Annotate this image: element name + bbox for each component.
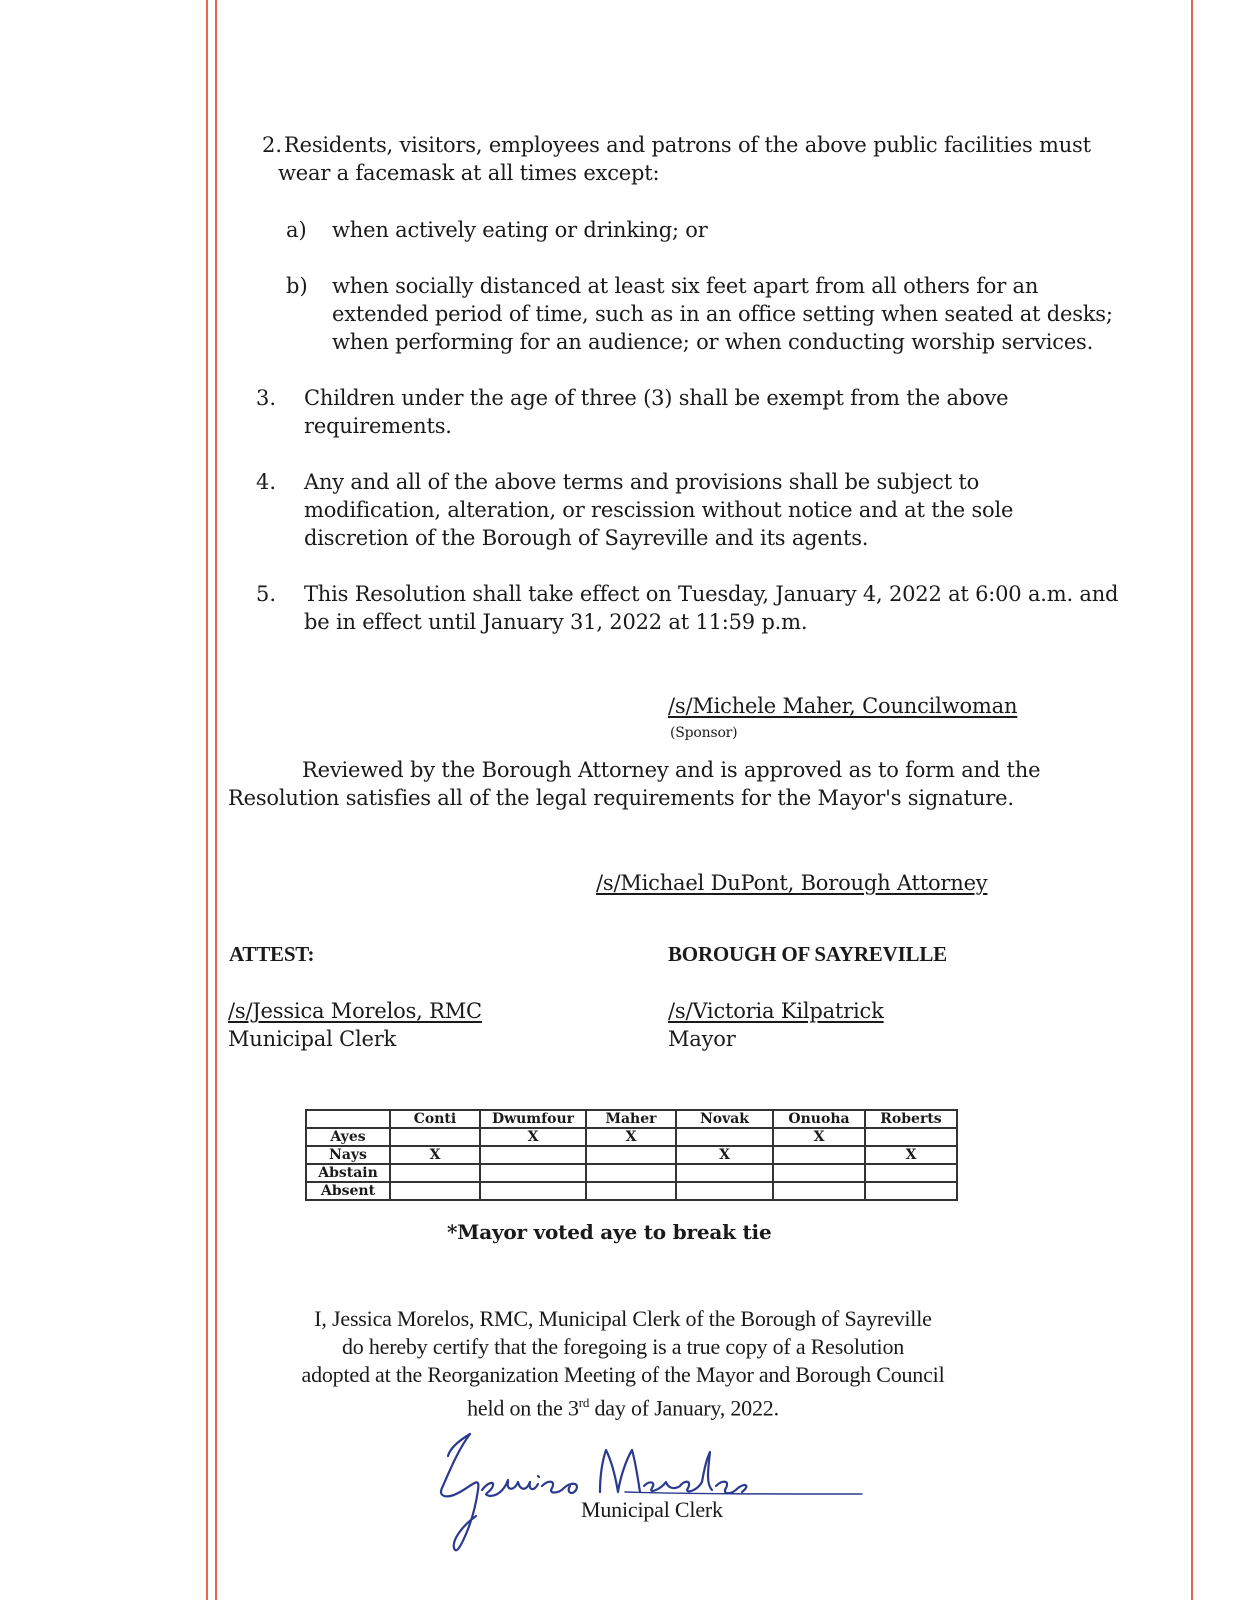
vote-cell: X	[676, 1146, 773, 1164]
sponsor-role: (Sponsor)	[670, 725, 738, 741]
item-b-line-3: when performing for an audience; or when conducting worship services.	[332, 330, 1094, 354]
vote-cell	[773, 1164, 865, 1182]
vote-cell: X	[480, 1128, 586, 1146]
vote-cell: X	[586, 1128, 676, 1146]
vote-row-label: Ayes	[306, 1128, 390, 1146]
item-b-line-2: extended period of time, such as in an office setting when seated at desks;	[332, 302, 1113, 326]
attest-signature: /s/Jessica Morelos, RMC	[228, 999, 482, 1023]
item-a-line-1: when actively eating or drinking; or	[332, 218, 708, 242]
item-4-line-1: Any and all of the above terms and provisions shall be subject to	[304, 470, 980, 494]
mayor-title: Mayor	[668, 1027, 736, 1051]
item-b-number: b)	[286, 274, 308, 298]
item-5-line-1: This Resolution shall take effect on Tuesday, January 4, 2022 at 6:00 a.m. and	[304, 582, 1119, 606]
vote-cell	[586, 1182, 676, 1200]
attest-heading: ATTEST:	[229, 942, 315, 966]
vote-cell	[676, 1182, 773, 1200]
vote-col-header: Maher	[586, 1110, 676, 1128]
clerk-handwritten-signature	[430, 1430, 890, 1560]
vote-row-ayes	[306, 1128, 957, 1146]
certification-line-4	[0, 1389, 1236, 1423]
vote-col-header: Roberts	[865, 1110, 957, 1128]
vote-cell: X	[773, 1128, 865, 1146]
certification-line-1: I, Jessica Morelos, RMC, Municipal Clerk of the Borough of Sayreville	[314, 1306, 932, 1331]
certification-line-3: adopted at the Reorganization Meeting of the Mayor and Borough Council	[301, 1362, 945, 1387]
vote-cell	[390, 1128, 480, 1146]
item-4-line-2: modification, alteration, or rescission without notice and at the sole	[304, 498, 1014, 522]
vote-cell	[865, 1128, 957, 1146]
borough-heading: BOROUGH OF SAYREVILLE	[668, 942, 947, 966]
item-2-line-2: wear a facemask at all times except:	[278, 161, 660, 185]
vote-header-row	[306, 1110, 957, 1128]
vote-table	[305, 1109, 958, 1201]
vote-cell: X	[865, 1146, 957, 1164]
vote-cell	[676, 1164, 773, 1182]
vote-col-header: Onuoha	[773, 1110, 865, 1128]
item-2-number: 2.	[262, 133, 283, 157]
vote-cell	[480, 1164, 586, 1182]
vote-row-absent	[306, 1182, 957, 1200]
vote-row-label: Nays	[306, 1146, 390, 1164]
vote-corner-cell	[306, 1110, 390, 1128]
vote-cell: X	[390, 1146, 480, 1164]
item-4-number: 4.	[256, 470, 277, 494]
item-3-line-2: requirements.	[304, 414, 452, 438]
certification-date-prefix: held on the 3	[467, 1395, 579, 1421]
vote-cell	[773, 1146, 865, 1164]
item-5-line-2: be in effect until January 31, 2022 at 11:59 p.m.	[304, 610, 808, 634]
certification-line-2: do hereby certify that the foregoing is a true copy of a Resolution	[341, 1334, 905, 1359]
vote-cell	[676, 1128, 773, 1146]
certification-date-ordinal: rd	[578, 1395, 590, 1410]
vote-cell	[480, 1182, 586, 1200]
vote-cell	[865, 1182, 957, 1200]
sponsor-signature: /s/Michele Maher, Councilwoman	[668, 694, 1018, 718]
vote-row-abstain	[306, 1164, 957, 1182]
vote-row-label: Abstain	[306, 1164, 390, 1182]
vote-cell	[586, 1146, 676, 1164]
item-b-line-1: when socially distanced at least six feet apart from all others for an	[332, 274, 1039, 298]
item-2-line-1: Residents, visitors, employees and patrons of the above public facilities must	[284, 133, 1091, 157]
vote-cell	[390, 1182, 480, 1200]
vote-cell	[773, 1182, 865, 1200]
review-line-1: Reviewed by the Borough Attorney and is approved as to form and the	[302, 758, 1041, 782]
vote-col-header: Novak	[676, 1110, 773, 1128]
item-3-line-1: Children under the age of three (3) shall be exempt from the above	[304, 386, 1009, 410]
attorney-signature: /s/Michael DuPont, Borough Attorney	[596, 871, 988, 895]
vote-col-header: Conti	[390, 1110, 480, 1128]
mayor-signature: /s/Victoria Kilpatrick	[668, 999, 884, 1023]
vote-cell	[586, 1164, 676, 1182]
item-3-number: 3.	[256, 386, 277, 410]
clerk-signature-title: Municipal Clerk	[581, 1497, 723, 1522]
vote-note: *Mayor voted aye to break tie	[447, 1220, 772, 1244]
vote-col-header: Dwumfour	[480, 1110, 586, 1128]
vote-cell	[865, 1164, 957, 1182]
vote-cell	[390, 1164, 480, 1182]
vote-row-label: Absent	[306, 1182, 390, 1200]
item-a-number: a)	[286, 218, 307, 242]
item-4-line-3: discretion of the Borough of Sayreville and its agents.	[304, 526, 869, 550]
review-line-2: Resolution satisfies all of the legal requirements for the Mayor's signature.	[228, 786, 1014, 810]
attest-title: Municipal Clerk	[228, 1027, 397, 1051]
vote-cell	[480, 1146, 586, 1164]
item-5-number: 5.	[256, 582, 277, 606]
certification-date-suffix: day of January, 2022.	[589, 1395, 779, 1421]
vote-row-nays	[306, 1146, 957, 1164]
